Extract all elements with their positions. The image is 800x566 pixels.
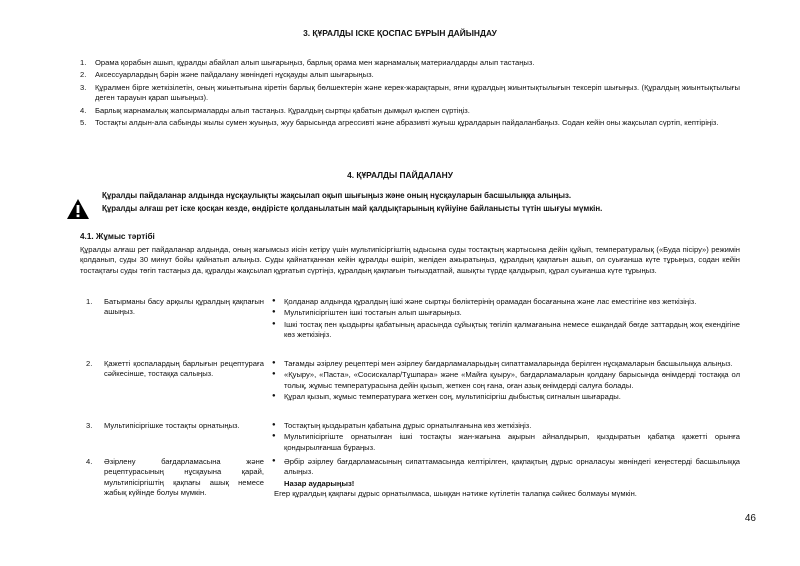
step-notes [272, 421, 740, 454]
list-item: 2. Аксессуарлардың бәрін және пайдалану жөніндегі нұсқауды алып шығарыңыз. [80, 70, 374, 80]
warning-line-2: Құралды алғаш рет іске қосқан кезде, өндірісте қолданылатын май қалдықтарының күйіуіне байланысты түтін шығуы мүмкін. [102, 203, 603, 213]
list-item: 5. Тостақты алдын-ала сабынды жылы сумен жуыңыз, жуу барысында агрессивті және абразивті жуғыш құралдарын пайдаланбаңыз. Содан кейін оны жақсылап сүртіп, кептіріңіз. [80, 118, 719, 128]
step-action: Батырманы басу арқылы құралдың қақпағын ашыңыз. [104, 297, 264, 317]
step-action: Қажетті қоспалардың барлығын рецептураға сәйкесінше, тостаққа салыңыз. [104, 359, 264, 379]
attention-text: Егер құралдың қақпағы дұрыс орнатылмаса, шыққан нәтиже күтілетін талапқа сәйкес болмауы мүмкін. [274, 489, 637, 499]
preparation-list [80, 58, 740, 131]
step-notes [272, 457, 740, 500]
bullet-item: ● Мультипісіргіште орнатылған ішкі тостақты жан-жағына ақырын айналдырып, қыздыратын қабатқа қажетті орынға қондырылғанша бұраңыз. [272, 432, 740, 453]
bullet-item: ● Ішкі тостақ пен қыздырғы қабатының арасында сұйықтық төгіліп қалмағанына немесе ешқандай бөгде заттардың жоқ екендігіне көз жеткізіңіз. [272, 320, 740, 341]
list-item-text: Тостақты алдын-ала сабынды жылы сумен жуыңыз, жуу барысында агрессивті және абразивті жуғыш құралдарын пайдаланбаңыз. Содан кейін оны жақсылап сүртіп, кептіріңіз. [95, 118, 719, 128]
warning-block [66, 190, 746, 226]
warning-text [102, 190, 742, 215]
page-number: 46 [744, 513, 756, 525]
bullet-item: ● Әрбір әзірлеу бағдарламасының сипаттамасында келтірілген, қақпақтың дұрыс орналасуы жөніндегі кеңестерді басшылыққа алыңыз. [272, 457, 740, 478]
intro-paragraph: Құралды алғаш рет пайдаланар алдында, оның жағымсыз иісін кетіру үшін мультипісіргіштің ыдысына суды тостақтың жартысына дейін құйып, температуралық («Буда пісіру») режимін қолданып, суды 30 минут бойы қайнатып алыңыз. Суды қайнатқаннан кейін құралды өшіріп, желіден ажыратыңыз, құралдың қақпағын ашып, ол суығанша күте тұрыңыз, содан кейін тостақтағы суды төгіп тастаңыз да, құралды жақсылап құрғатып сүртіңіз, құралдың қақпағын тығыздатпай, ашықты түрде қалдырып, құрал суығанша күте тұрыңыз. [80, 245, 740, 275]
bullet-item: ● Құрал қызып, жұмыс температураға жеткен соң, мультипісіргіш дыбыстық сигналын шығарады. [272, 392, 740, 402]
bullet-item: ● Мультипісіргіштен ішкі тостағын алып шығарыңыз. [272, 308, 740, 318]
list-item-text: Құралмен бірге жеткізілетін, оның жиынтығына кіретін барлық бөлшектерін және керек-жарақтарын, яғни құралдың жиынтықтылығын тексеріп шығыңыз. (Құралдың жиынтықтылығы деген тарауын қарап шығыңыз). [95, 82, 740, 103]
warning-line-1: Құралды пайдаланар алдында нұсқаулықты жақсылап оқып шығыңыз және оның нұсқауларын басшылыққа алыңыз. [102, 191, 572, 200]
bullet-item: ● «Қуыру», «Паста», «Сосискалар/Тұшпара» және «Майға қуыру», бағдарламаларын қолдану барысында өнімдерді тостаққа ол толық, жұмыс температурасына дейін қызып, жеткен соң ғана, оған азық өнімдерді салуға болады. [272, 370, 740, 391]
list-item: 1. Орама қорабын ашып, құралды абайлап алып шығарыңыз, барлық орама мен жарнамалық материалдарды алып тастаңыз. [80, 58, 535, 67]
list-item-text: Барлық жарнамалық жапсырмаларды алып тастаңыз. Құралдың сыртқы қабатын дымқыл қыспен сүртіңіз. [95, 105, 470, 115]
section-3-title: 3. ҚҰРАЛДЫ ІСКЕ ҚОСПАС БҰРЫН ДАЙЫНДАУ [303, 28, 497, 38]
bullet-item: ● Тағамды әзірлеу рецептері мен әзірлеу бағдарламаларыдың сипаттамаларында берілген нұсқамаларын басшылыққа алыңыз. [272, 359, 740, 369]
list-item-text: Орама қорабын ашып, құралды абайлап алып шығарыңыз, барлық орама мен жарнамалық материалдарды алып тастаңыз. [95, 58, 535, 67]
list-item: 3. Құралмен бірге жеткізілетін, оның жиынтығына кіретін барлық бөлшектерін және керек-жарақтарын, яғни құралдың жиынтықтылығын тексеріп шығыңыз. (Құралдың жиынтықтылығы деген тарауын қарап шығыңыз). [80, 82, 740, 103]
list-item-text: Аксессуарлардың бәрін және пайдалану жөніндегі нұсқауды алып шығарыңыз. [95, 70, 374, 80]
list-item: 4. Барлық жарнамалық жапсырмаларды алып тастаңыз. Құралдың сыртқы қабатын дымқыл қыспен сүртіңіз. [80, 105, 470, 115]
warning-triangle-icon [66, 198, 90, 220]
subsection-title: 4.1. Жұмыс тәртібі [80, 232, 155, 241]
manual-page: 3. ҚҰРАЛДЫ ІСКЕ ҚОСПАС БҰРЫН ДАЙЫНДАУ 1. Орама қорабын ашып, құралды абайлап алып шығарыңыз, барлық орама мен жарнамалық материалдарды алып тастаңыз. 2. Аксессуарлардың бәрін және пайдалану жөніндегі нұсқауды алып шығарыңыз. 3. Құралмен бірге жеткізілетін, оның жиынтығына кіретін барлық бөлшектерін және керек-жарақтарын, яғни құралдың жиынтықтылығын тексеріп шығыңыз. (Құралдың жиынтықтылығы деген тарауын қарап шығыңыз). 4. Барлық жарнамалық жапсырмаларды алып тастаңыз. Құралдың сыртқы қабатын дымқыл қыспен сүртіңіз. 5. Тостақты алдын-ала сабынды жылы сумен жуыңыз, жуу барысында агрессивті және абразивті жуғыш құралдарын пайдаланбаңыз. Содан кейін оны жақсылап сүртіп, кептіріңіз. 4. ҚҰРАЛДЫ ПАЙДАЛАНУ Құралды пайдаланар алдында нұсқаулықты жақсылап оқып шығыңыз және оның нұсқауларын басшылыққа алыңыз. Құралды алғаш рет іске қосқан кезде, өндірісте қолданылатын май қалдықтарының күйіуіне байланысты түтін шығуы мүмкін. 4.1. Жұмыс тәртібі Құралды алғаш рет пайдаланар алдында, оның жағымсыз иісін кетіру үшін мультипісіргіштің ыдысына суды тостақтың жартысына дейін құйып, температуралық («Буда пісіру») режимін қолданып, суды 30 минут бойы қайнатып алыңыз. Суды қайнатқаннан кейін құралды өшіріп, желіден ажыратыңыз, құралдың қақпағын ашып, ол суығанша күте тұрыңыз, содан кейін тостақтағы суды төгіп тастаңыз да, құралды жақсылап құрғатып сүртіңіз, құралдың қақпағын тығыздатпай, ашықты түрде қалдырып, құрал суығанша күте тұрыңыз. 1. Батырманы басу арқылы құралдың қақпағын ашыңыз. ● Қолданар алдында құралдың ішкі және сыртқы бөліктерінің орамадан босағанына және лас еместігіне көз жеткізіңіз. ● Мультипісіргіштен ішкі тостағын алып шығарыңыз. ● Ішкі тостақ пен қыздырғы қабатының арасында сұйықтық төгіліп қалмағанына немесе ешқандай бөгде заттардың жоқ екендігіне көз жеткізіңіз. 2. Қажетті қоспалардың барлығын рецептураға сәйкесінше, тостаққа салыңыз. ● Тағамды әзірлеу рецептері мен әзірлеу бағдарламаларыдың сипаттамаларында берілген нұсқамаларын басшылыққа алыңыз. ● «Қуыру», «Паста», «Сосискалар/Тұшпара» және «Майға қуыру», бағдарламаларын қолдану барысында өнімдерді тостаққа ол толық, жұмыс температурасына дейін қызып, жеткен соң ғана, оған азық өнімдерді салуға болады. ● Құрал қызып, жұмыс температураға жеткен соң, мультипісіргіш дыбыстық сигналын шығарады. 3. Мультипісіргішке тостақты орнатыңыз. ● Тостақтың қыздыратын қабатына дұрыс орнатылғанына көз жеткізіңіз. ● Мультипісіргіште орнатылған ішкі тостақты жан-жағына ақырын айналдырып, қыздыратын қабатқа қажетті орынға қондырылғанша бұраңыз. 4. Әзірлену бағдарламасына және рецептурасының нұсқауына қарай, мультипісіргіштің қақпағы ашық немесе жабық күйінде болуы мүмкін. ● Әрбір әзірлеу бағдарламасының сипаттамасында келтірілген, қақпақтың дұрыс орналасуы жөніндегі кеңестерді басшылыққа алыңыз. Назар аударыңыз! Егер құралдың қақпағы дұрыс орнатылмаса, шыққан нәтиже күтілетін талапқа сәйкес болмауы мүмкін. 46 [0, 0, 800, 566]
step-notes [272, 297, 740, 342]
step-notes [272, 359, 740, 404]
step-action: Мультипісіргішке тостақты орнатыңыз. [104, 421, 240, 430]
bullet-item: ● Тостақтың қыздыратын қабатына дұрыс орнатылғанына көз жеткізіңіз. [272, 421, 740, 431]
bullet-item: ● Қолданар алдында құралдың ішкі және сыртқы бөліктерінің орамадан босағанына және лас еместігіне көз жеткізіңіз. [272, 297, 740, 307]
step-action: Әзірлену бағдарламасына және рецептурасының нұсқауына қарай, мультипісіргіштің қақпағы ашық немесе жабық күйінде болуы мүмкін. [104, 457, 264, 498]
attention-title: Назар аударыңыз! [284, 478, 355, 488]
section-4-title: 4. ҚҰРАЛДЫ ПАЙДАЛАНУ [347, 170, 453, 180]
